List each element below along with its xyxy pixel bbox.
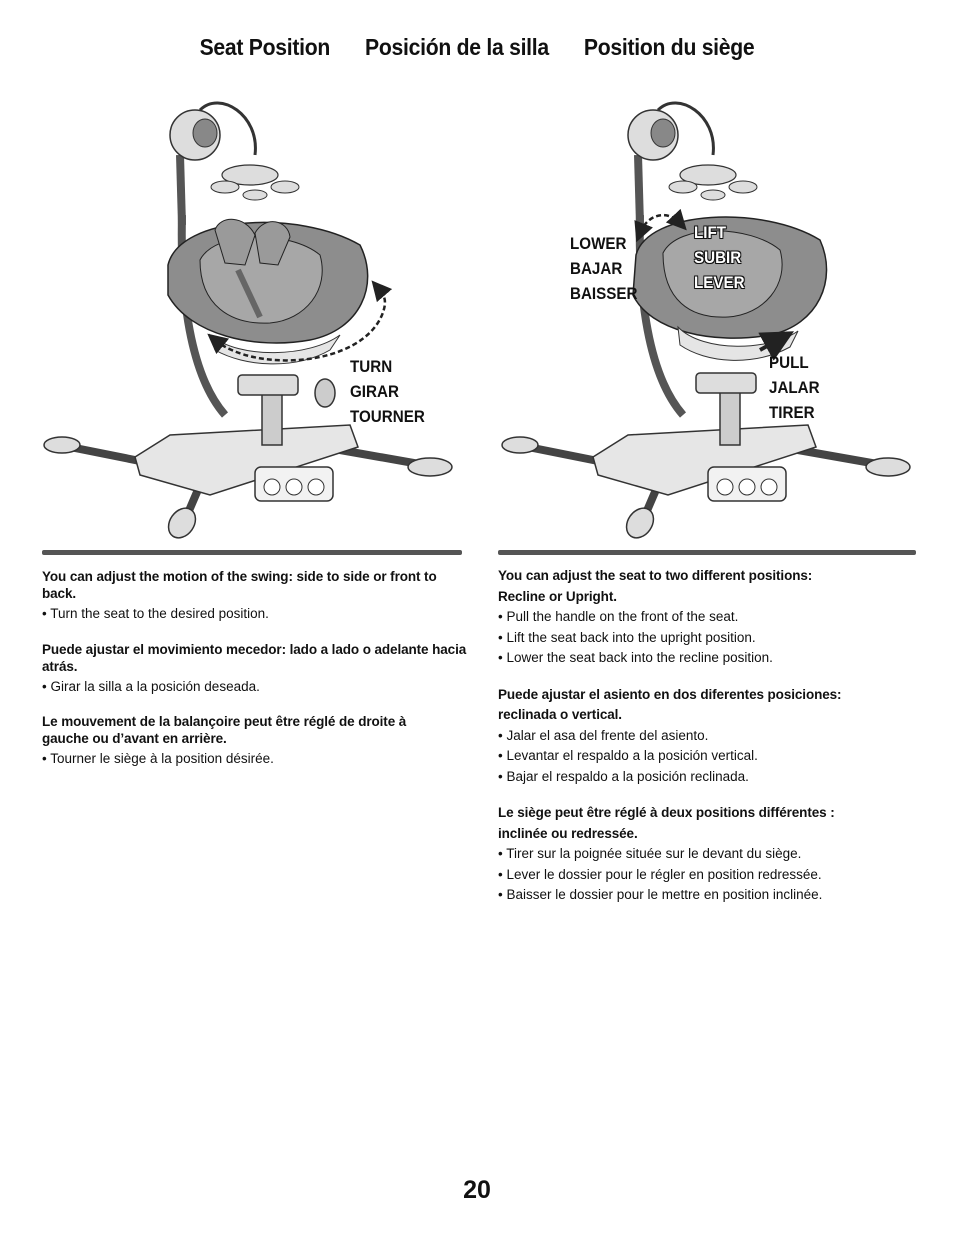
right-divider bbox=[498, 550, 916, 555]
instruction-heading-line2: inclinée ou redressée. bbox=[498, 825, 638, 841]
lift-label-en: LIFT bbox=[694, 224, 727, 242]
title-spanish: Posición de la silla bbox=[365, 34, 549, 60]
lower-label-en: LOWER bbox=[570, 235, 627, 253]
instruction-heading: Puede ajustar el movimiento mecedor: lado a lado o adelante hacia atrás. bbox=[42, 641, 467, 674]
turn-label-fr: TOURNER bbox=[350, 408, 425, 426]
instruction-block-en bbox=[42, 568, 472, 625]
turn-callout bbox=[350, 355, 425, 430]
swing-turn-illustration bbox=[40, 95, 460, 545]
instruction-bullet: • Lift the seat back into the upright position. bbox=[498, 628, 928, 649]
instruction-bullet: • Jalar el asa del frente del asiento. bbox=[498, 726, 928, 747]
instruction-bullet: • Lower the seat back into the recline position. bbox=[498, 648, 928, 669]
lower-label-es: BAJAR bbox=[570, 260, 623, 278]
lift-label-fr: LEVER bbox=[694, 274, 745, 292]
lower-callout bbox=[570, 232, 637, 307]
title-english: Seat Position bbox=[199, 34, 331, 60]
right-instructions bbox=[498, 566, 928, 922]
instruction-heading-line2: Recline or Upright. bbox=[498, 588, 617, 604]
left-divider bbox=[42, 550, 462, 555]
swing-illustration-drawing bbox=[40, 95, 460, 545]
turn-label-es: GIRAR bbox=[350, 383, 399, 401]
title-french: Position du siège bbox=[583, 34, 755, 60]
instruction-block-es bbox=[498, 685, 928, 788]
instruction-bullet: • Girar la silla a la posición deseada. bbox=[42, 677, 472, 698]
page-number: 20 bbox=[463, 1176, 491, 1204]
lift-callout bbox=[694, 221, 745, 296]
instruction-block-fr bbox=[42, 713, 472, 770]
turn-label-en: TURN bbox=[350, 358, 393, 376]
instruction-bullet: • Tirer sur la poignée située sur le devant du siège. bbox=[498, 844, 928, 865]
instruction-block-en bbox=[498, 566, 928, 669]
left-instructions bbox=[42, 566, 472, 786]
lower-label-fr: BAISSER bbox=[570, 285, 638, 303]
instruction-block-fr bbox=[498, 803, 928, 906]
instruction-bullet: • Bajar el respaldo a la posición reclinada. bbox=[498, 767, 928, 788]
instruction-heading-line1: Puede ajustar el asiento en dos diferentes posiciones: bbox=[498, 686, 842, 702]
instruction-bullet: • Turn the seat to the desired position. bbox=[42, 604, 472, 625]
instruction-heading-line2: reclinada o vertical. bbox=[498, 707, 622, 722]
instruction-bullet: • Baisser le dossier pour le mettre en position inclinée. bbox=[498, 885, 928, 906]
instruction-bullet: • Pull the handle on the front of the seat. bbox=[498, 607, 928, 628]
instruction-heading-line1: You can adjust the seat to two different positions: bbox=[498, 568, 813, 583]
pull-callout bbox=[769, 351, 820, 426]
pull-label-en: PULL bbox=[769, 354, 809, 372]
instruction-bullet: • Tourner le siège à la position désirée. bbox=[42, 749, 472, 770]
seat-recline-illustration bbox=[498, 95, 918, 545]
lift-label-es: SUBIR bbox=[694, 249, 742, 267]
instruction-heading-line1: Le siège peut être réglé à deux positions différentes : bbox=[498, 805, 835, 820]
pull-label-es: JALAR bbox=[769, 379, 820, 397]
instruction-bullet: • Levantar el respaldo a la posición vertical. bbox=[498, 746, 928, 767]
pull-label-fr: TIRER bbox=[769, 404, 815, 422]
instruction-heading: You can adjust the motion of the swing: side to side or front to back. bbox=[42, 569, 437, 601]
instruction-bullet: • Lever le dossier pour le régler en position redressée. bbox=[498, 865, 928, 886]
page-title bbox=[38, 34, 916, 61]
recline-illustration-drawing bbox=[498, 95, 918, 545]
instruction-block-es bbox=[42, 641, 472, 698]
instruction-heading: Le mouvement de la balançoire peut être réglé de droite à gauche ou d’avant en arrière. bbox=[42, 714, 407, 746]
